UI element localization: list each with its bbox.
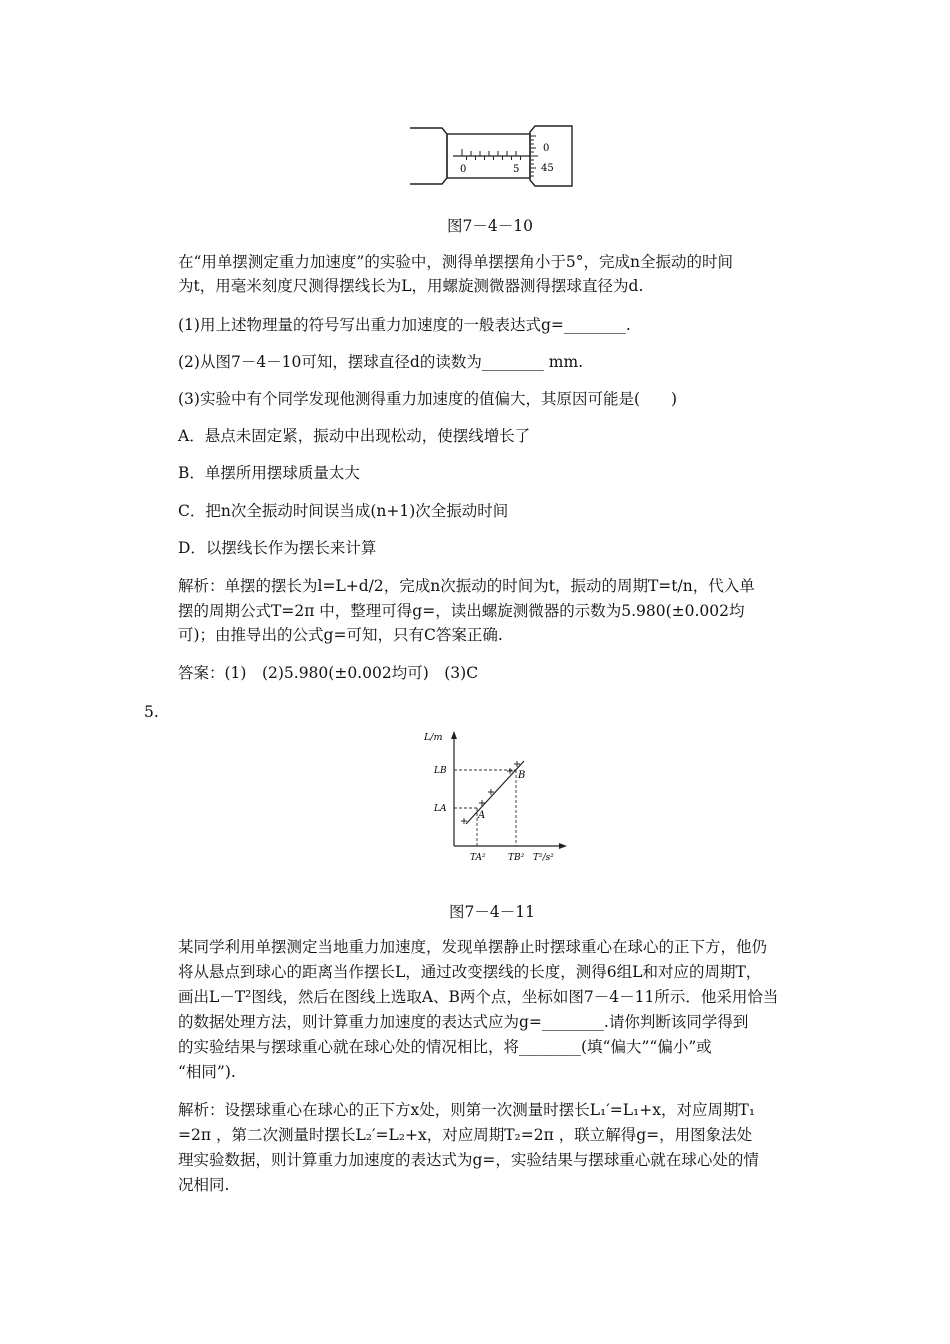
- q5-solution-line-2: =2π ，第二次测量时摆长L₂′=L₂+x，对应周期T₂=2π ，联立解得g=，用图象法处: [178, 1126, 753, 1144]
- micrometer-frame: [410, 128, 447, 184]
- q4-part-2: (2)从图7－4－10可知，摆球直径d的读数为________ mm.: [178, 353, 584, 371]
- y-tick-lb: LB: [434, 766, 447, 776]
- main-scale-label-5: 5: [513, 164, 520, 175]
- micrometer-figure: [405, 122, 580, 190]
- l-t2-graph: [420, 728, 570, 866]
- y-axis-label: L/m: [424, 732, 443, 743]
- q4-solution-line-3: 可)；由推导出的公式g=可知，只有C答案正确.: [178, 626, 503, 644]
- q4-solution-line-2: 摆的周期公式T=2π 中，整理可得g=，读出螺旋测微器的示数为5.980(±0.002均: [178, 602, 745, 620]
- q5-stem-line-6: “相同”).: [178, 1063, 236, 1081]
- x-axis-label: T²/s²: [533, 853, 554, 863]
- q4-option-d: D．以摆线长作为摆长来计算: [178, 539, 377, 557]
- figure-caption-7-4-11: 图7－4－11: [449, 903, 535, 921]
- q4-stem-line-2: 为t，用毫米刻度尺测得摆线长为L，用螺旋测微器测得摆球直径为d.: [178, 277, 644, 295]
- q5-solution-line-1: 解析：设摆球重心在球心的正下方x处，则第一次测量时摆长L₁′=L₁+x，对应周期T₁: [178, 1101, 756, 1119]
- x-tick-ta: TA²: [470, 853, 486, 863]
- q5-solution-line-3: 理实验数据，则计算重力加速度的表达式为g=，实验结果与摆球重心就在球心处的情: [178, 1151, 759, 1169]
- q4-stem-line-1: 在“用单摆测定重力加速度”的实验中，测得单摆摆角小于5°，完成n全振动的时间: [178, 253, 733, 271]
- y-axis-arrow: [451, 731, 457, 739]
- q4-part-1: (1)用上述物理量的符号写出重力加速度的一般表达式g=________.: [178, 316, 631, 334]
- thimble-label-45: 45: [541, 163, 554, 174]
- point-label-b: B: [518, 770, 526, 781]
- q4-part-3: (3)实验中有个同学发现他测得重力加速度的值偏大，其原因可能是( ): [178, 390, 678, 408]
- fit-line: [466, 761, 524, 824]
- x-tick-tb: TB²: [508, 853, 525, 863]
- q4-answer: 答案：(1) (2)5.980(±0.002均可) (3)C: [178, 664, 479, 682]
- q5-stem-line-5: 的实验结果与摆球重心就在球心处的情况相比，将________(填“偏大”“偏小”或: [178, 1038, 712, 1056]
- point-label-a: A: [478, 810, 486, 821]
- q5-stem-line-4: 的数据处理方法，则计算重力加速度的表达式应为g=________.请你判断该同学得到: [178, 1013, 749, 1031]
- q5-stem-line-3: 画出L－T²图线，然后在图线上选取A、B两个点，坐标如图7－4－11所示．他采用恰当: [178, 988, 779, 1006]
- q5-stem-line-1: 某同学利用单摆测定当地重力加速度，发现单摆静止时摆球重心在球心的正下方，他仍: [178, 938, 768, 956]
- figure-caption-7-4-10: 图7－4－10: [447, 217, 533, 235]
- x-axis-arrow: [559, 843, 567, 849]
- main-scale-label-0: 0: [460, 164, 467, 175]
- q5-stem-line-2: 将从悬点到球心的距离当作摆长L，通过改变摆线的长度，测得6组L和对应的周期T，: [178, 963, 762, 981]
- q4-option-c: C．把n次全振动时间误当成(n+1)次全振动时间: [178, 502, 509, 520]
- q4-option-b: B．单摆所用摆球质量太大: [178, 464, 360, 482]
- thimble-label-0: 0: [543, 143, 550, 154]
- y-tick-la: LA: [434, 804, 447, 814]
- q4-solution-line-1: 解析：单摆的摆长为l=L+d/2，完成n次振动的时间为t，振动的周期T=t/n，代入单: [178, 577, 755, 595]
- q5-solution-line-4: 况相同.: [178, 1176, 230, 1194]
- q5-number: 5.: [144, 703, 159, 721]
- q4-option-a: A．悬点未固定紧，振动中出现松动，使摆线增长了: [178, 427, 531, 445]
